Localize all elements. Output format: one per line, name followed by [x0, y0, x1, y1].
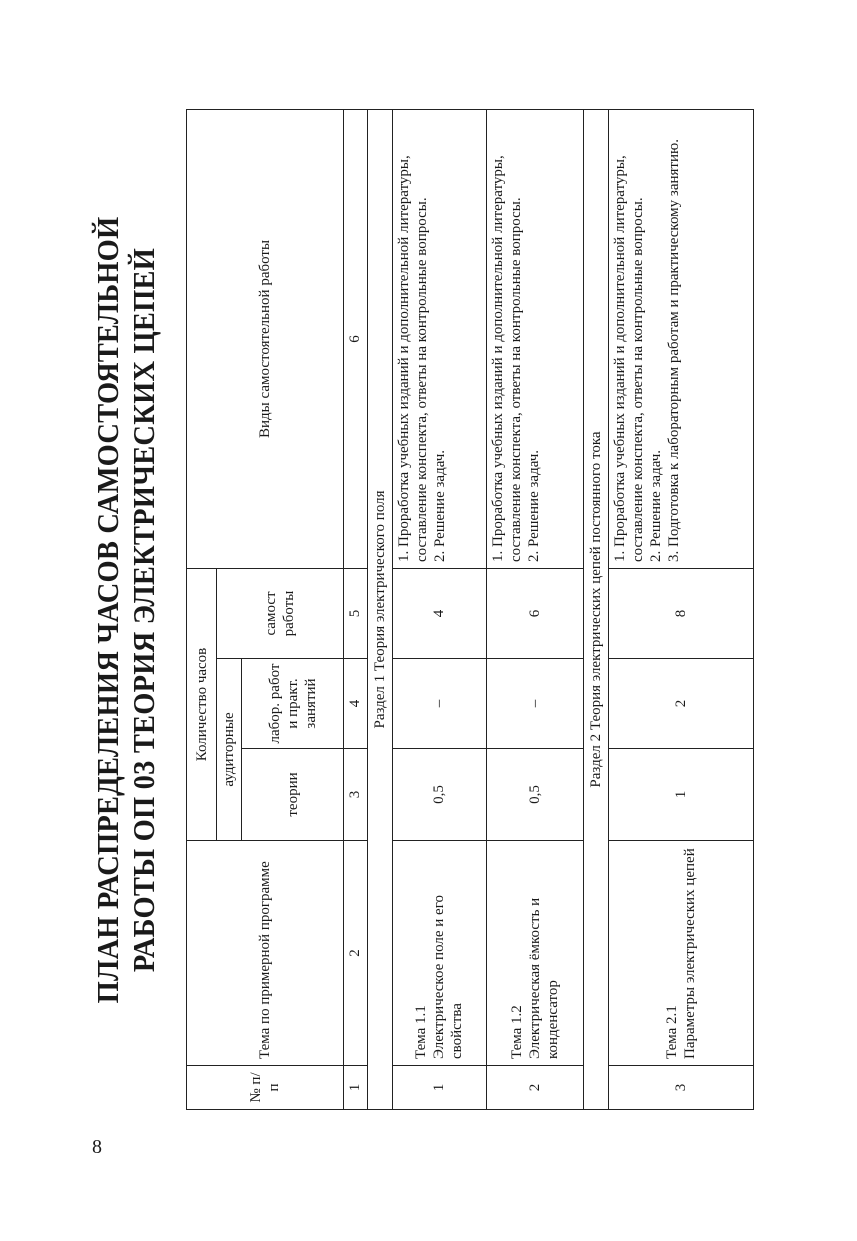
title-line-2: РАБОТЫ ОП 03 ТЕОРИЯ ЭЛЕКТРИЧЕСКИХ ЦЕПЕЙ [126, 247, 161, 973]
title-line-1: ПЛАН РАСПРЕДЕЛЕНИЯ ЧАСОВ САМОСТОЯТЕЛЬНОЙ [90, 216, 125, 1004]
section-row [368, 109, 393, 1109]
header-hours: Количество часов [187, 568, 217, 840]
col-number: 2 [344, 841, 368, 1066]
column-numbers-row [344, 109, 368, 1109]
row-topic: Тема 2.1 Параметры электрических цепей [609, 841, 754, 1066]
col-number: 4 [344, 659, 368, 749]
row-theory: 1 [609, 749, 754, 841]
section-2-heading: Раздел 2 Теория электрических цепей постоянного тока [584, 109, 609, 1109]
section-row [584, 109, 609, 1109]
col-number: 3 [344, 749, 368, 841]
page-title [90, 110, 176, 1110]
header-self: самост работы [217, 568, 344, 658]
header-num: № п/п [187, 1066, 344, 1110]
col-number: 5 [344, 568, 368, 658]
table-row [392, 109, 486, 1109]
row-works: 1. Проработка учебных изданий и дополнительной литературы, составление конспекта, ответы на контрольные вопросы. 2. Решение задач. [392, 109, 486, 568]
row-self: 6 [486, 568, 584, 658]
row-theory: 0,5 [392, 749, 486, 841]
header-works: Виды самостоятельной работы [187, 109, 344, 568]
row-num: 2 [486, 1066, 584, 1110]
row-topic: Тема 1.1 Электрическое поле и его свойства [392, 841, 486, 1066]
rotated-page-content [90, 110, 755, 1110]
row-lab: – [392, 659, 486, 749]
row-num: 3 [609, 1066, 754, 1110]
col-number: 6 [344, 109, 368, 568]
header-lab: лабор. работ и практ. занятий [242, 659, 344, 749]
row-works: 1. Проработка учебных изданий и дополнительной литературы, составление конспекта, ответы на контрольные вопросы. 2. Решение задач. [486, 109, 584, 568]
row-num: 1 [392, 1066, 486, 1110]
row-theory: 0,5 [486, 749, 584, 841]
row-lab: 2 [609, 659, 754, 749]
header-auditory: аудиторные [217, 659, 242, 841]
row-lab: – [486, 659, 584, 749]
section-1-heading: Раздел 1 Теория электрического поля [368, 109, 393, 1109]
col-number: 1 [344, 1066, 368, 1110]
row-topic: Тема 1.2 Электрическая ёмкость и конденсатор [486, 841, 584, 1066]
hours-distribution-table [186, 109, 754, 1110]
table-row [609, 109, 754, 1109]
row-works: 1. Проработка учебных изданий и дополнительной литературы, составление конспекта, ответы на контрольные вопросы. 2. Решение задач. 3. Подготовка к лабораторным работам и практическому занятию. [609, 109, 754, 568]
header-theory: теории [242, 749, 344, 841]
header-topic: Тема по примерной программе [187, 841, 344, 1066]
row-self: 8 [609, 568, 754, 658]
row-self: 4 [392, 568, 486, 658]
table-row [486, 109, 584, 1109]
page-number: 8 [92, 1136, 102, 1158]
